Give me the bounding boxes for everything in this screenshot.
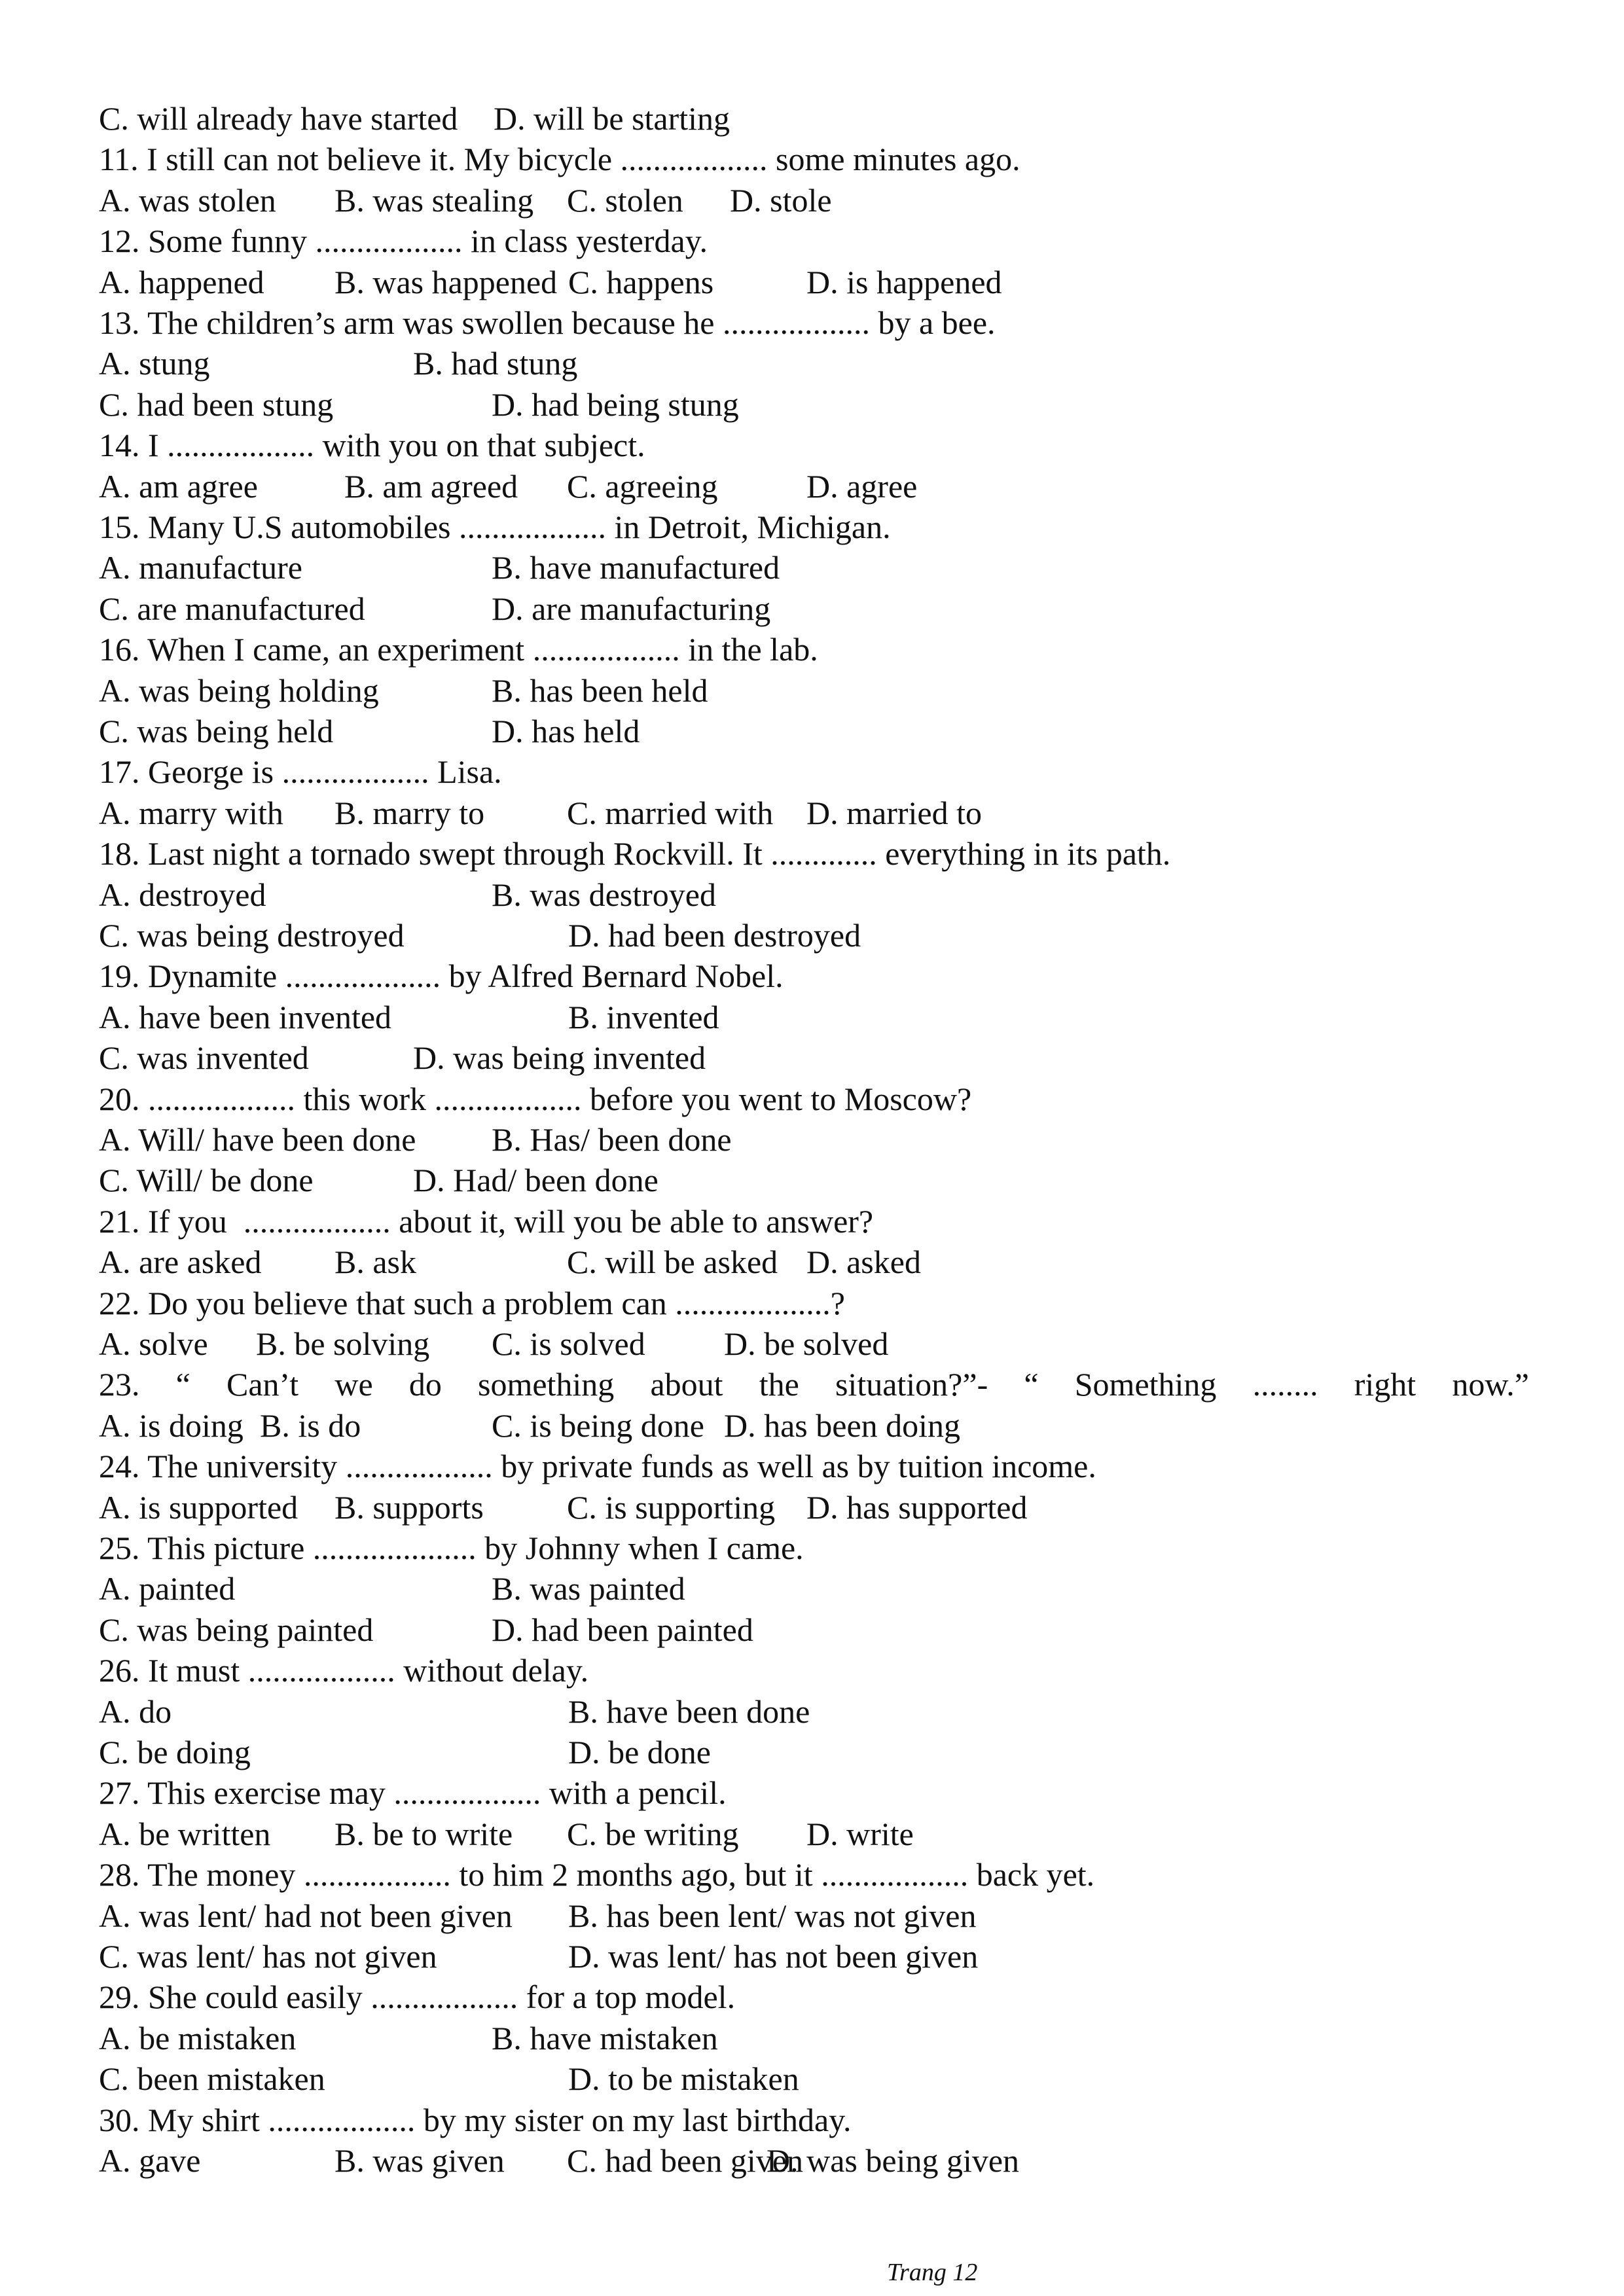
- answer-option: A. painted: [99, 1570, 236, 1607]
- answer-option: A. manufacture: [99, 549, 302, 586]
- answer-option: A. solve: [99, 1325, 208, 1362]
- answer-option: B. had stung: [413, 345, 578, 382]
- answer-option: B. was painted: [492, 1570, 685, 1607]
- question-text: 19. Dynamite ................... by Alfred Bernard Nobel.: [99, 958, 784, 994]
- answer-option: C. is solved: [492, 1325, 645, 1362]
- question-text: 21. If you .................. about it, will you be able to answer?: [99, 1203, 874, 1240]
- answer-option: D. are manufacturing: [492, 590, 771, 627]
- answer-option: A. be written: [99, 1816, 271, 1852]
- answer-option: D. asked: [806, 1244, 921, 1280]
- answer-option: B. was stealing: [334, 182, 534, 219]
- text-word: ........: [1252, 1366, 1318, 1403]
- answer-option: B. was destroyed: [492, 876, 716, 913]
- answer-option: C. was being destroyed: [99, 917, 405, 954]
- text-word: do: [408, 1366, 442, 1403]
- answer-option: B. was happened: [334, 264, 558, 300]
- question-text: 17. George is .................. Lisa.: [99, 753, 502, 790]
- answer-option: C. Will/ be done: [99, 1162, 314, 1198]
- answer-option: C. had been stung: [99, 386, 334, 423]
- answer-option: C. been mistaken: [99, 2060, 325, 2097]
- answer-option: D. was lent/ has not been given: [568, 1938, 979, 1975]
- text-word: the: [759, 1366, 799, 1403]
- question-text: 18. Last night a tornado swept through Rockvill. It ............. everything in its path.: [99, 835, 1171, 872]
- text-word: situation?”-: [835, 1366, 988, 1403]
- text-word: 23.: [99, 1366, 140, 1403]
- answer-option: C. was being painted: [99, 1611, 374, 1648]
- answer-option: D. has held: [492, 713, 640, 749]
- text-word: “: [175, 1366, 190, 1403]
- answer-option: C. was being held: [99, 713, 334, 749]
- question-text: 14. I .................. with you on that subject.: [99, 427, 645, 463]
- answer-option: C. married with: [567, 795, 774, 831]
- answer-option: A. is supported: [99, 1489, 298, 1526]
- question-text: 26. It must .................. without delay.: [99, 1652, 589, 1689]
- question-text: 24. The university .................. by private funds as well as by tuition income.: [99, 1448, 1096, 1484]
- answer-option: D. married to: [806, 795, 982, 831]
- question-text: 22. Do you believe that such a problem can ...................?: [99, 1285, 845, 1321]
- answer-option: C. be doing: [99, 1734, 251, 1770]
- answer-option: D. has been doing: [724, 1407, 961, 1444]
- answer-option: A. destroyed: [99, 876, 266, 913]
- answer-option: A. was stolen: [99, 182, 276, 219]
- answer-option: B. has been held: [492, 672, 708, 709]
- answer-option: D. is happened: [806, 264, 1002, 300]
- question-text: 28. The money .................. to him 2 months ago, but it .................. back yet.: [99, 1856, 1095, 1893]
- answer-option: D. be done: [568, 1734, 711, 1770]
- answer-option: C. is supporting: [567, 1489, 776, 1526]
- answer-option: B. is do: [260, 1407, 361, 1444]
- answer-option: C. be writing: [567, 1816, 739, 1852]
- question-text: 25. This picture .................... by Johnny when I came.: [99, 1530, 804, 1566]
- answer-option: B. be solving: [256, 1325, 430, 1362]
- text-word: about: [650, 1366, 723, 1403]
- answer-option: B. was given: [334, 2142, 505, 2179]
- answer-option: A. are asked: [99, 1244, 262, 1280]
- question-text: 15. Many U.S automobiles .................. in Detroit, Michigan.: [99, 509, 891, 545]
- answer-option: C. is being done: [492, 1407, 704, 1444]
- answer-option: B. Has/ been done: [492, 1121, 732, 1158]
- answer-option: B. am agreed: [344, 468, 518, 505]
- answer-option: D. had been painted: [492, 1611, 753, 1648]
- answer-option: A. be mistaken: [99, 2020, 297, 2056]
- page-footer: Trang 12: [887, 2259, 978, 2286]
- answer-option: C. was lent/ has not given: [99, 1938, 437, 1975]
- answer-option: A. happened: [99, 264, 264, 300]
- question-text: 12. Some funny .................. in class yesterday.: [99, 223, 708, 259]
- answer-option: A. was being holding: [99, 672, 379, 709]
- answer-option: C. agreeing: [567, 468, 718, 505]
- text-line: [99, 1364, 1529, 1405]
- answer-option: A. was lent/ had not been given: [99, 1897, 513, 1934]
- answer-option: B. be to write: [334, 1816, 513, 1852]
- question-text: 16. When I came, an experiment .................. in the lab.: [99, 631, 818, 668]
- answer-option: B. marry to: [334, 795, 485, 831]
- answer-option: D. had being stung: [492, 386, 739, 423]
- answer-option: A. stung: [99, 345, 210, 382]
- answer-option: B. have manufactured: [492, 549, 780, 586]
- answer-option: D. be solved: [724, 1325, 889, 1362]
- answer-option: A. is doing: [99, 1407, 244, 1444]
- question-text: 20. .................. this work .................. before you went to Moscow?: [99, 1081, 972, 1117]
- answer-option: A. do: [99, 1693, 172, 1730]
- answer-option: D. has supported: [806, 1489, 1028, 1526]
- answer-option: B. ask: [334, 1244, 416, 1280]
- question-text: 29. She could easily .................. for a top model.: [99, 1979, 736, 2015]
- answer-option: B. invented: [568, 999, 719, 1035]
- answer-option: C. will be asked: [567, 1244, 778, 1280]
- answer-option: D. will be starting: [494, 100, 731, 137]
- answer-option: A. Will/ have been done: [99, 1121, 416, 1158]
- answer-option: B. have mistaken: [492, 2020, 718, 2056]
- question-text: 13. The children’s arm was swollen because he .................. by a bee.: [99, 304, 996, 341]
- text-word: now.”: [1452, 1366, 1529, 1403]
- answer-option: C. happens: [568, 264, 714, 300]
- text-word: “: [1024, 1366, 1039, 1403]
- answer-option: D. was being given: [767, 2142, 1020, 2179]
- question-text: 11. I still can not believe it. My bicycle .................. some minutes ago.: [99, 141, 1020, 177]
- answer-option: A. am agree: [99, 468, 258, 505]
- answer-option: C. are manufactured: [99, 590, 365, 627]
- answer-option: D. to be mistaken: [568, 2060, 799, 2097]
- answer-option: B. have been done: [568, 1693, 810, 1730]
- answer-option: D. stole: [730, 182, 832, 219]
- answer-option: A. marry with: [99, 795, 283, 831]
- answer-option: C. was invented: [99, 1039, 309, 1076]
- answer-option: D. Had/ been done: [413, 1162, 659, 1198]
- text-word: right: [1354, 1366, 1416, 1403]
- answer-option: D. was being invented: [413, 1039, 706, 1076]
- text-word: Something: [1074, 1366, 1217, 1403]
- answer-option: A. have been invented: [99, 999, 392, 1035]
- text-word: we: [334, 1366, 373, 1403]
- answer-option: B. supports: [334, 1489, 484, 1526]
- question-text: 30. My shirt .................. by my sister on my last birthday.: [99, 2102, 852, 2138]
- text-word: Can’t: [226, 1366, 299, 1403]
- answer-option: D. had been destroyed: [568, 917, 861, 954]
- question-text: 27. This exercise may .................. with a pencil.: [99, 1774, 727, 1811]
- answer-option: C. will already have started: [99, 100, 458, 137]
- answer-option: D. write: [806, 1816, 914, 1852]
- answer-option: D. agree: [806, 468, 918, 505]
- answer-option: A. gave: [99, 2142, 201, 2179]
- answer-option: B. has been lent/ was not given: [568, 1897, 977, 1934]
- answer-option: C. stolen: [567, 182, 683, 219]
- answer-option: C. had been given: [567, 2142, 804, 2179]
- text-word: something: [477, 1366, 615, 1403]
